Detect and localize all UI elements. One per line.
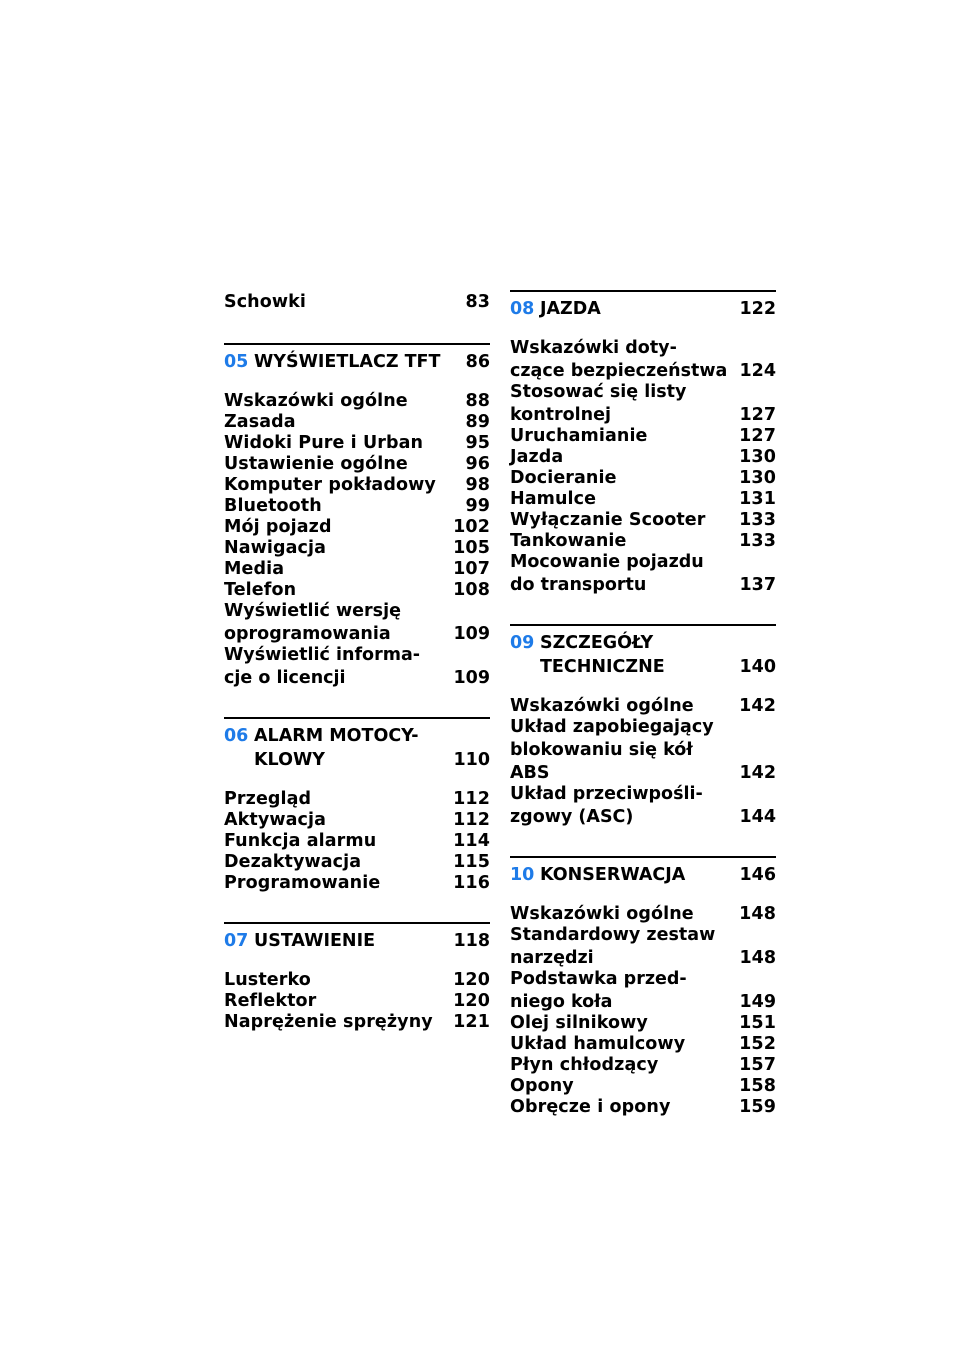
entry-title-line1: Wskazówki doty- — [510, 338, 677, 358]
entry-title: Schowki — [224, 292, 306, 312]
entry-page: 88 — [465, 391, 490, 411]
toc-entry[interactable] — [224, 789, 490, 810]
entry-page: 112 — [453, 810, 490, 830]
entry-page: 127 — [739, 405, 776, 425]
section-08-heading[interactable] — [510, 290, 776, 320]
section-number: 07 — [224, 931, 249, 951]
section-number: 10 — [510, 865, 535, 885]
entry-page: 152 — [739, 1034, 776, 1054]
entry-title: Widoki Pure i Urban — [224, 433, 424, 453]
entry-page: 112 — [453, 789, 490, 809]
toc-entry[interactable] — [224, 970, 490, 991]
entry-page: 83 — [465, 292, 490, 312]
entry-title-line2: niego koła — [510, 992, 613, 1012]
entry-page: 116 — [453, 873, 490, 893]
section-title-line2: TECHNICZNE — [540, 657, 665, 677]
toc-entry[interactable] — [224, 1012, 490, 1033]
toc-entry[interactable] — [224, 580, 490, 601]
entry-page: 89 — [465, 412, 490, 432]
toc-entry[interactable] — [510, 447, 776, 468]
section-05-heading[interactable] — [224, 343, 490, 373]
entry-title-line1: Wyświetlić wersję — [224, 601, 401, 621]
toc-entry[interactable] — [224, 517, 490, 538]
entry-title-line2: do transportu — [510, 575, 647, 595]
entry-title-line2: blokowaniu się kół — [510, 740, 693, 760]
entry-title-line2: czące bezpieczeństwa — [510, 361, 728, 381]
entry-title: Jazda — [510, 447, 564, 467]
section-number: 09 — [510, 633, 535, 653]
entry-title: Hamulce — [510, 489, 597, 509]
section-09-heading[interactable] — [510, 624, 776, 678]
entry-title-line2: kontrolnej — [510, 405, 611, 425]
section-page: 146 — [739, 865, 776, 885]
entry-page: 148 — [739, 904, 776, 924]
entry-title: Bluetooth — [224, 496, 322, 516]
section-title-line1: SZCZEGÓŁY — [540, 633, 654, 653]
toc-entry-wrapped[interactable] — [224, 645, 490, 689]
entry-page: 158 — [739, 1076, 776, 1096]
section-06-heading[interactable] — [224, 717, 490, 771]
entry-page: 108 — [453, 580, 490, 600]
toc-entry[interactable] — [510, 696, 776, 717]
entry-title: Aktywacja — [224, 810, 327, 830]
toc-entry[interactable] — [510, 489, 776, 510]
toc-entry[interactable] — [510, 510, 776, 531]
toc-right-column — [510, 290, 776, 1118]
entry-title: Wskazówki ogólne — [510, 904, 694, 924]
entry-title: Reflektor — [224, 991, 317, 1011]
entry-title: Nawigacja — [224, 538, 327, 558]
section-page: 86 — [465, 352, 490, 372]
section-07-heading[interactable] — [224, 922, 490, 952]
section-10-heading[interactable] — [510, 856, 776, 886]
section-page: 110 — [453, 750, 490, 770]
toc-entry[interactable] — [224, 831, 490, 852]
entry-title: Tankowanie — [510, 531, 627, 551]
entry-page: 148 — [739, 948, 776, 968]
entry-page: 124 — [739, 361, 776, 381]
entry-title: Lusterko — [224, 970, 311, 990]
entry-title-line2: zgowy (ASC) — [510, 807, 634, 827]
toc-entry-wrapped[interactable] — [510, 925, 776, 969]
toc-entry[interactable] — [224, 412, 490, 433]
section-number: 06 — [224, 726, 249, 746]
toc-entry[interactable] — [510, 1055, 776, 1076]
section-page: 140 — [739, 657, 776, 677]
entry-page: 144 — [739, 807, 776, 827]
entry-title-line1: Mocowanie pojazdu — [510, 552, 704, 572]
toc-entry-wrapped[interactable] — [510, 717, 776, 784]
entry-title-line1: Wyświetlić informa- — [224, 645, 421, 665]
entry-title: Mój pojazd — [224, 517, 332, 537]
entry-title-line3: ABS — [510, 763, 550, 783]
toc-entry[interactable] — [224, 852, 490, 873]
entry-page: 96 — [465, 454, 490, 474]
section-title: WYŚWIETLACZ TFT — [254, 352, 441, 372]
entry-page: 120 — [453, 991, 490, 1011]
section-09-entries — [510, 696, 776, 828]
entry-title-line1: Układ zapobiegający — [510, 717, 714, 737]
section-title-line1: ALARM MOTOCY- — [254, 726, 419, 746]
entry-page: 130 — [739, 447, 776, 467]
toc-entry[interactable] — [224, 873, 490, 894]
entry-page: 105 — [453, 538, 490, 558]
section-number: 05 — [224, 352, 249, 372]
entry-page: 131 — [739, 489, 776, 509]
entry-page: 109 — [453, 624, 490, 644]
entry-page: 133 — [739, 510, 776, 530]
toc-entry-wrapped[interactable] — [224, 601, 490, 645]
toc-entry-wrapped[interactable] — [510, 338, 776, 382]
entry-title: Komputer pokładowy — [224, 475, 436, 495]
section-title-line2: KLOWY — [254, 750, 325, 770]
entry-page: 149 — [739, 992, 776, 1012]
entry-title-line1: Stosować się listy — [510, 382, 687, 402]
toc-entry[interactable] — [510, 468, 776, 489]
entry-title: Olej silnikowy — [510, 1013, 648, 1033]
toc-entry[interactable] — [224, 391, 490, 412]
toc-entry-wrapped[interactable] — [510, 969, 776, 1013]
entry-page: 142 — [739, 696, 776, 716]
toc-entry[interactable] — [224, 538, 490, 559]
toc-entry[interactable] — [510, 531, 776, 552]
entry-page: 95 — [465, 433, 490, 453]
toc-entry[interactable] — [224, 496, 490, 517]
entry-title: Dezaktywacja — [224, 852, 362, 872]
toc-entry[interactable] — [224, 991, 490, 1012]
toc-entry[interactable] — [510, 426, 776, 447]
toc-entry[interactable] — [224, 292, 490, 313]
toc-entry[interactable] — [510, 1013, 776, 1034]
entry-title: Wyłączanie Scooter — [510, 510, 706, 530]
entry-title-line2: narzędzi — [510, 948, 594, 968]
toc-entry[interactable] — [510, 1076, 776, 1097]
section-title: KONSERWACJA — [540, 865, 686, 885]
entry-title: Uruchamianie — [510, 426, 648, 446]
toc-entry[interactable] — [224, 454, 490, 475]
entry-title: Opony — [510, 1076, 574, 1096]
entry-title: Obręcze i opony — [510, 1097, 671, 1117]
section-06-entries — [224, 789, 490, 894]
entry-page: 142 — [739, 763, 776, 783]
entry-page: 159 — [739, 1097, 776, 1117]
entry-title: Ustawienie ogólne — [224, 454, 408, 474]
toc-entry[interactable] — [510, 904, 776, 925]
entry-title: Media — [224, 559, 285, 579]
entry-title-line2: cje o licencji — [224, 668, 346, 688]
entry-page: 157 — [739, 1055, 776, 1075]
toc-entry-wrapped[interactable] — [510, 784, 776, 828]
toc-entry[interactable] — [510, 1034, 776, 1055]
entry-page: 130 — [739, 468, 776, 488]
entry-title: Docieranie — [510, 468, 617, 488]
section-page: 118 — [453, 931, 490, 951]
entry-page: 133 — [739, 531, 776, 551]
entry-title-line1: Podstawka przed- — [510, 969, 687, 989]
entry-title: Wskazówki ogólne — [224, 391, 408, 411]
entry-title: Układ hamulcowy — [510, 1034, 686, 1054]
entry-page: 137 — [739, 575, 776, 595]
entry-title-line1: Układ przeciwpośli- — [510, 784, 703, 804]
section-05-entries — [224, 391, 490, 689]
section-08-entries — [510, 338, 776, 596]
toc-entry[interactable] — [224, 559, 490, 580]
entry-title-line1: Standardowy zestaw — [510, 925, 716, 945]
entry-page: 121 — [453, 1012, 490, 1032]
entry-title: Funkcja alarmu — [224, 831, 377, 851]
entry-page: 102 — [453, 517, 490, 537]
entry-page: 109 — [453, 668, 490, 688]
section-10-entries — [510, 904, 776, 1118]
entry-page: 115 — [453, 852, 490, 872]
section-title: USTAWIENIE — [254, 931, 376, 951]
entry-page: 99 — [465, 496, 490, 516]
toc-entry-wrapped[interactable] — [510, 552, 776, 596]
entry-title: Płyn chłodzący — [510, 1055, 659, 1075]
toc-entry[interactable] — [224, 810, 490, 831]
section-07-entries — [224, 970, 490, 1033]
entry-title: Przegląd — [224, 789, 312, 809]
entry-title-line2: oprogramowania — [224, 624, 391, 644]
entry-page: 98 — [465, 475, 490, 495]
entry-title: Wskazówki ogólne — [510, 696, 694, 716]
section-number: 08 — [510, 299, 535, 319]
entry-title: Zasada — [224, 412, 296, 432]
entry-page: 151 — [739, 1013, 776, 1033]
entry-title: Naprężenie sprężyny — [224, 1012, 433, 1032]
section-title: JAZDA — [540, 299, 601, 319]
toc-entry[interactable] — [224, 433, 490, 454]
entry-title: Programowanie — [224, 873, 381, 893]
toc-entry-wrapped[interactable] — [510, 382, 776, 426]
entry-page: 127 — [739, 426, 776, 446]
entry-title: Telefon — [224, 580, 297, 600]
toc-left-column — [224, 292, 490, 1033]
entry-page: 107 — [453, 559, 490, 579]
entry-page: 120 — [453, 970, 490, 990]
toc-entry[interactable] — [224, 475, 490, 496]
section-page: 122 — [739, 299, 776, 319]
toc-entry[interactable] — [510, 1097, 776, 1118]
entry-page: 114 — [453, 831, 490, 851]
